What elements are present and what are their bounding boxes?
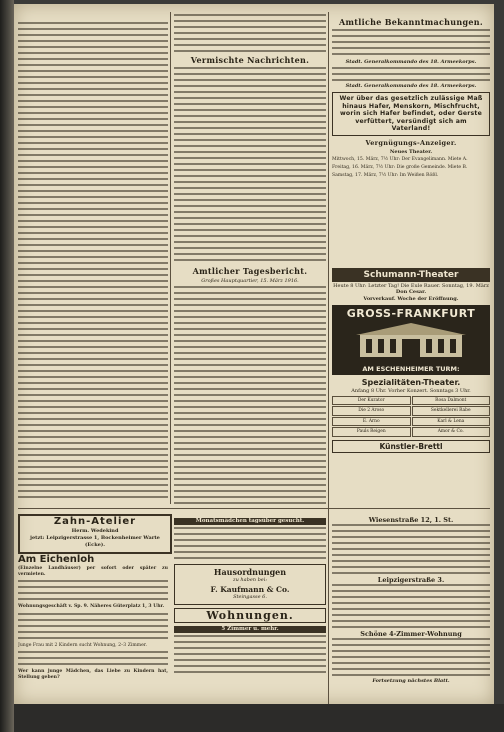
eichenloh-title: Am Eichenloh [18, 554, 95, 565]
gross-frankfurt-location: AM ESCHENHEIMER TURM: [362, 365, 460, 373]
classified-heading: Wiesenstraße 12, 1. St. [368, 516, 454, 524]
column-1-text-block [18, 22, 168, 502]
spezialitaeten-theater: Spezialitäten-Theater. [361, 378, 461, 387]
classified-text [332, 584, 490, 630]
show-times: Anfang 8 Uhr. Vorher Konzert. Sonntags 3 Uhr. [351, 388, 471, 394]
classified-text [332, 524, 490, 576]
act-cell: Sektkellerei Rabe [412, 406, 491, 415]
wohnungen-heading: Wohnungen. [174, 608, 326, 623]
classified-item: Wer kann junge Mädchen, das Liebe zu Kindern hat, Stellung geben? [18, 668, 168, 681]
column-2-bottom-text [174, 286, 326, 504]
hausordnungen-sub: zu haben bei: [232, 577, 268, 583]
section-divider [18, 508, 490, 509]
schumann-subtitle [332, 283, 490, 295]
middle-classifieds [174, 516, 326, 704]
act-cell: Rosa Dalmont [412, 396, 491, 405]
zahn-atelier-address: jetzt: Leipzigerstrasse 1, Bockenheimer Warte (Ecke). [30, 535, 160, 548]
page-bottom-shadow [14, 704, 504, 732]
kuenstler-brettl: Künstler-Brettl [332, 440, 490, 453]
notice-text [332, 29, 490, 59]
theater-line: Freitag, 16. März, 7½ Uhr: Die große Gemeinde. Miete B. [332, 164, 468, 170]
article-text [18, 14, 168, 20]
classified-text [18, 651, 168, 669]
schumann-title: Schumann-Theater [363, 270, 459, 280]
classified-heading: Schöne 4-Zimmer-Wohnung [360, 630, 462, 638]
heading-vermischte-nachrichten: Vermischte Nachrichten. [190, 55, 310, 65]
act-grid [332, 396, 490, 437]
schumann-note: Vorverkauf. Woche der Eröffnung. [363, 296, 459, 302]
column-divider [170, 12, 171, 504]
heading-amtliche-bekanntmachungen: Amtliche Bekanntmachungen. [339, 17, 483, 27]
gross-frankfurt-ad [332, 305, 490, 375]
notice-signature: Stadt. Generalkommando des 18. Armeekorps. [345, 59, 477, 65]
theater-ads [332, 268, 490, 504]
fodder-warning-text: Wer über das gesetzlich zulässige Maß hinaus Hafer, Menskorn, Mischfrucht, worin sich Hafer befindet, oder Gerste verfüttert, versündigt sich am Vaterland! [339, 95, 483, 132]
act-cell: Pauls Reigen [332, 427, 411, 436]
newspaper-page [14, 4, 494, 704]
fodder-warning-box [332, 92, 490, 136]
heading-amtlicher-tagesbericht: Amtlicher Tagesbericht. [192, 266, 308, 276]
hausordnungen-ad [174, 564, 326, 605]
classified-text [174, 527, 326, 561]
notice-signature: Stadt. Generalkommando des 18. Armeekorps. [345, 83, 477, 89]
column-2-mid-text [174, 67, 326, 263]
act-cell: Die 2 Aroso [332, 406, 411, 415]
column-1 [18, 14, 168, 506]
building-illustration [352, 323, 470, 357]
classified-heading: Leipzigerstraße 3. [377, 576, 445, 584]
schumann-theater-banner [332, 268, 490, 282]
zahn-atelier-ad [18, 514, 172, 554]
heading-vergnuegungs-anzeiger: Vergnügungs-Anzeiger. [365, 138, 457, 147]
kaufmann-name: F. Kaufmann & Co. [210, 585, 290, 594]
classified-item: Junge Frau mit 2 Kindern sucht Wohnung, 2–3 Zimmer. [18, 642, 147, 648]
zahn-atelier-name: Herm. Wedekind [71, 528, 119, 534]
classified-text [18, 613, 168, 643]
act-cell: E. Arno [332, 417, 411, 426]
gross-frankfurt-title: GROSS-FRANKFURT [346, 307, 476, 320]
book-binding [0, 0, 14, 732]
classified-banner: 5 Zimmer u. mehr. [174, 626, 326, 633]
act-cell: Der Kurator [332, 396, 411, 405]
classified-text [332, 638, 490, 678]
act-cell: Karl & Lena [412, 417, 491, 426]
classified-banner: Monatsmädchen tagsüber gesucht. [174, 518, 326, 525]
zahn-atelier-title: Zahn-Atelier [53, 516, 137, 527]
hausordnungen-title: Hausordnungen [213, 567, 287, 577]
classified-item: (Einzelne Landhäuser) per sofort oder später zu vermieten. [18, 566, 168, 578]
continuation-note: Fortsetzung nächstes Blatt. [372, 678, 450, 684]
column-2 [174, 14, 326, 506]
right-classifieds [332, 516, 490, 704]
eichenloh-ads [18, 554, 168, 704]
theater-line: Mittwoch, 15. März, 7½ Uhr: Der Evangelimann. Miete A. [332, 156, 468, 162]
column-2-top-text [174, 14, 326, 52]
column-3 [332, 14, 490, 264]
classified-item: Wohnungsgeschäft v. Sp. 9. Näheres Güterplatz 1, 3 Uhr. [18, 604, 165, 610]
classified-text [174, 635, 326, 675]
schumann-play: Don Cesar. [395, 289, 427, 295]
neues-theater: Neues Theater. [389, 148, 433, 155]
theater-line: Samstag, 17. März, 7½ Uhr: Im Weißen Rößl. [332, 172, 439, 178]
schumann-sub-text: Heute 8 Uhr: Letzter Tag! Die Eule Rauer. Sonntag, 19. März [333, 283, 489, 289]
kaufmann-address: Steingasse 6. [233, 594, 267, 600]
dateline: Großes Hauptquartier, 15. März 1916. [201, 278, 299, 284]
classified-text [18, 580, 168, 604]
column-divider [328, 12, 329, 704]
notice-text [332, 67, 490, 83]
act-cell: Amor & Co. [412, 427, 491, 436]
